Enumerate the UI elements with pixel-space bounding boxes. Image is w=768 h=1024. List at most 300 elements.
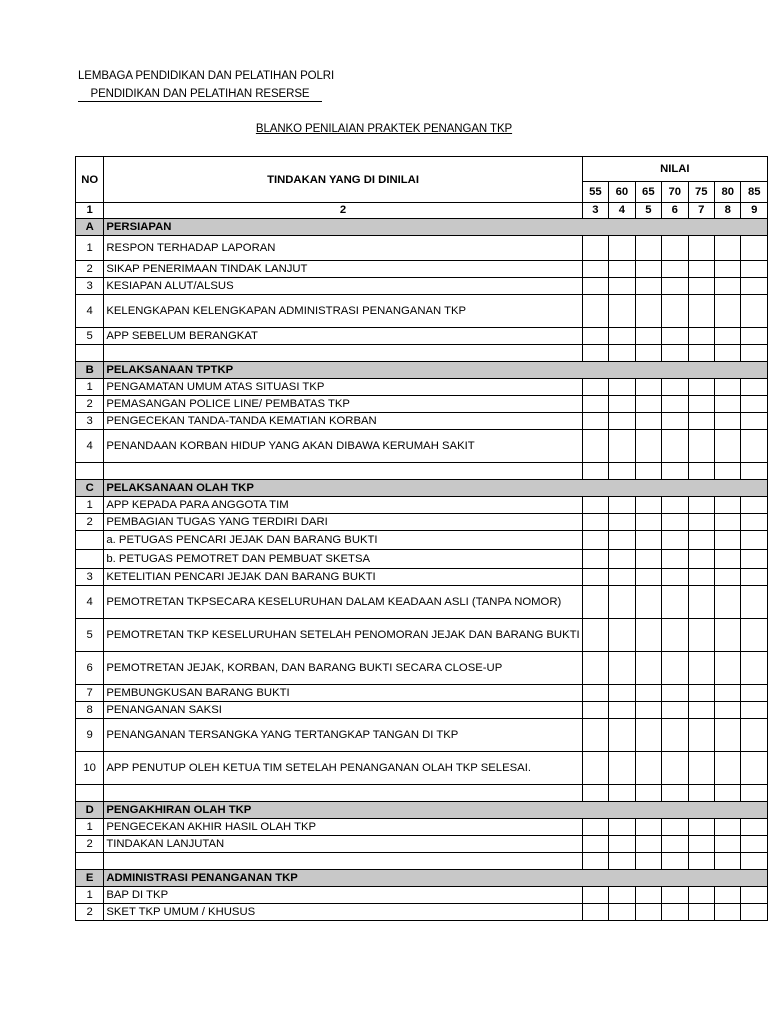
score-cell-65[interactable]: [635, 396, 661, 413]
score-cell-55[interactable]: [582, 619, 608, 652]
criteria-row: [76, 619, 768, 652]
criteria-text: KETELITIAN PENCARI JEJAK DAN BARANG BUKTI: [104, 569, 582, 586]
score-cell-80[interactable]: [715, 413, 741, 430]
score-cell-85[interactable]: [741, 550, 768, 569]
criteria-number: 9: [76, 719, 104, 752]
score-cell-70[interactable]: [662, 836, 688, 853]
score-cell-65[interactable]: [635, 413, 661, 430]
score-header-75: 75: [688, 182, 714, 203]
criteria-text: PEMASANGAN POLICE LINE/ PEMBATAS TKP: [104, 396, 582, 413]
score-cell-75[interactable]: [688, 396, 714, 413]
score-cell-60[interactable]: [609, 836, 635, 853]
score-cell-80[interactable]: [715, 719, 741, 752]
score-cell-70[interactable]: [662, 261, 688, 278]
score-cell-65[interactable]: [635, 752, 661, 785]
score-cell-55[interactable]: [582, 853, 608, 870]
score-cell-55[interactable]: [582, 497, 608, 514]
score-cell-60[interactable]: [609, 719, 635, 752]
score-cell-85[interactable]: [741, 619, 768, 652]
score-cell-55[interactable]: [582, 904, 608, 921]
criteria-text: SIKAP PENERIMAAN TINDAK LANJUT: [104, 261, 582, 278]
section-header-c: [76, 480, 768, 497]
criteria-row: [76, 379, 768, 396]
score-cell-85[interactable]: [741, 413, 768, 430]
column-index-8: 8: [715, 203, 741, 219]
score-cell-80[interactable]: [715, 396, 741, 413]
score-cell-55[interactable]: [582, 295, 608, 328]
score-cell-85[interactable]: [741, 261, 768, 278]
score-cell-75[interactable]: [688, 278, 714, 295]
score-cell-70[interactable]: [662, 752, 688, 785]
score-cell-80[interactable]: [715, 887, 741, 904]
column-index-9: 9: [741, 203, 768, 219]
score-cell-55[interactable]: [582, 569, 608, 586]
score-cell-65[interactable]: [635, 887, 661, 904]
criteria-number: 8: [76, 702, 104, 719]
criteria-text: APP KEPADA PARA ANGGOTA TIM: [104, 497, 582, 514]
score-cell-65[interactable]: [635, 295, 661, 328]
col-header-score: NILAI: [582, 157, 767, 182]
criteria-row: [76, 785, 768, 802]
score-cell-70[interactable]: [662, 430, 688, 463]
criteria-row: [76, 261, 768, 278]
criteria-number: 4: [76, 295, 104, 328]
score-cell-70[interactable]: [662, 719, 688, 752]
criteria-text: BAP DI TKP: [104, 887, 582, 904]
criteria-row: [76, 702, 768, 719]
score-cell-65[interactable]: [635, 345, 661, 362]
score-cell-65[interactable]: [635, 904, 661, 921]
column-index-2: 2: [104, 203, 582, 219]
criteria-text: [104, 785, 582, 802]
section-title: PELAKSANAAN TPTKP: [104, 362, 768, 379]
score-cell-55[interactable]: [582, 531, 608, 550]
score-cell-80[interactable]: [715, 853, 741, 870]
form-title-text: BLANKO PENILAIAN PRAKTEK PENANGAN TKP: [255, 123, 513, 135]
criteria-row: [76, 836, 768, 853]
criteria-row: [76, 752, 768, 785]
score-cell-80[interactable]: [715, 785, 741, 802]
score-cell-75[interactable]: [688, 702, 714, 719]
score-cell-60[interactable]: [609, 785, 635, 802]
criteria-text: KELENGKAPAN KELENGKAPAN ADMINISTRASI PENANGANAN TKP: [104, 295, 582, 328]
score-cell-75[interactable]: [688, 514, 714, 531]
score-cell-75[interactable]: [688, 904, 714, 921]
score-cell-65[interactable]: [635, 853, 661, 870]
score-cell-55[interactable]: [582, 379, 608, 396]
score-header-65: 65: [635, 182, 661, 203]
score-cell-80[interactable]: [715, 685, 741, 702]
criteria-number: [76, 463, 104, 480]
criteria-number: 10: [76, 752, 104, 785]
score-cell-75[interactable]: [688, 295, 714, 328]
criteria-number: 2: [76, 904, 104, 921]
score-cell-55[interactable]: [582, 278, 608, 295]
score-cell-85[interactable]: [741, 904, 768, 921]
criteria-number: 1: [76, 236, 104, 261]
score-cell-55[interactable]: [582, 836, 608, 853]
score-cell-85[interactable]: [741, 586, 768, 619]
score-cell-55[interactable]: [582, 685, 608, 702]
score-cell-65[interactable]: [635, 236, 661, 261]
score-cell-85[interactable]: [741, 652, 768, 685]
score-cell-75[interactable]: [688, 569, 714, 586]
criteria-row: [76, 514, 768, 531]
score-cell-85[interactable]: [741, 463, 768, 480]
score-cell-85[interactable]: [741, 396, 768, 413]
criteria-row: [76, 295, 768, 328]
criteria-text: PENANGANAN TERSANGKA YANG TERTANGKAP TANGAN DI TKP: [104, 719, 582, 752]
col-header-no: NO: [76, 157, 104, 203]
criteria-text: [104, 345, 582, 362]
score-cell-80[interactable]: [715, 531, 741, 550]
score-cell-80[interactable]: [715, 836, 741, 853]
score-cell-80[interactable]: [715, 430, 741, 463]
score-cell-80[interactable]: [715, 752, 741, 785]
score-cell-60[interactable]: [609, 702, 635, 719]
score-cell-70[interactable]: [662, 652, 688, 685]
score-cell-85[interactable]: [741, 785, 768, 802]
score-cell-85[interactable]: [741, 752, 768, 785]
score-cell-80[interactable]: [715, 278, 741, 295]
score-cell-70[interactable]: [662, 497, 688, 514]
score-cell-85[interactable]: [741, 278, 768, 295]
score-cell-75[interactable]: [688, 836, 714, 853]
criteria-number: 5: [76, 619, 104, 652]
score-cell-65[interactable]: [635, 836, 661, 853]
score-cell-65[interactable]: [635, 430, 661, 463]
score-cell-60[interactable]: [609, 904, 635, 921]
score-cell-55[interactable]: [582, 702, 608, 719]
col-header-action: TINDAKAN YANG DI DINILAI: [104, 157, 582, 203]
score-cell-60[interactable]: [609, 261, 635, 278]
score-cell-65[interactable]: [635, 819, 661, 836]
score-cell-60[interactable]: [609, 295, 635, 328]
score-cell-75[interactable]: [688, 379, 714, 396]
criteria-row: [76, 396, 768, 413]
section-title: PENGAKHIRAN OLAH TKP: [104, 802, 768, 819]
score-cell-70[interactable]: [662, 569, 688, 586]
criteria-text: PEMOTRETAN JEJAK, KORBAN, DAN BARANG BUKTI SECARA CLOSE-UP: [104, 652, 582, 685]
score-cell-70[interactable]: [662, 379, 688, 396]
criteria-number: 5: [76, 328, 104, 345]
score-cell-80[interactable]: [715, 702, 741, 719]
score-cell-80[interactable]: [715, 652, 741, 685]
score-cell-55[interactable]: [582, 586, 608, 619]
score-cell-70[interactable]: [662, 887, 688, 904]
score-cell-85[interactable]: [741, 328, 768, 345]
score-cell-80[interactable]: [715, 328, 741, 345]
score-cell-70[interactable]: [662, 413, 688, 430]
section-code: C: [76, 480, 104, 497]
score-cell-80[interactable]: [715, 514, 741, 531]
score-cell-70[interactable]: [662, 550, 688, 569]
score-cell-70[interactable]: [662, 685, 688, 702]
score-cell-60[interactable]: [609, 550, 635, 569]
score-cell-65[interactable]: [635, 514, 661, 531]
header-row-1: [76, 157, 768, 182]
criteria-text: PENGECEKAN TANDA-TANDA KEMATIAN KORBAN: [104, 413, 582, 430]
section-header-e: [76, 870, 768, 887]
score-cell-75[interactable]: [688, 430, 714, 463]
score-header-55: 55: [582, 182, 608, 203]
section-header-d: [76, 802, 768, 819]
criteria-text: PENGAMATAN UMUM ATAS SITUASI TKP: [104, 379, 582, 396]
score-cell-75[interactable]: [688, 619, 714, 652]
score-cell-80[interactable]: [715, 261, 741, 278]
score-cell-65[interactable]: [635, 261, 661, 278]
section-code: D: [76, 802, 104, 819]
score-cell-75[interactable]: [688, 345, 714, 362]
score-cell-55[interactable]: [582, 752, 608, 785]
score-header-85: 85: [741, 182, 768, 203]
score-cell-55[interactable]: [582, 328, 608, 345]
score-cell-55[interactable]: [582, 463, 608, 480]
score-cell-85[interactable]: [741, 719, 768, 752]
score-cell-80[interactable]: [715, 463, 741, 480]
criteria-text: APP PENUTUP OLEH KETUA TIM SETELAH PENANGANAN OLAH TKP SELESAI.: [104, 752, 582, 785]
criteria-row: [76, 550, 768, 569]
score-cell-80[interactable]: [715, 819, 741, 836]
score-cell-65[interactable]: [635, 379, 661, 396]
score-cell-70[interactable]: [662, 702, 688, 719]
score-cell-65[interactable]: [635, 463, 661, 480]
criteria-number: 7: [76, 685, 104, 702]
score-cell-65[interactable]: [635, 685, 661, 702]
score-cell-60[interactable]: [609, 430, 635, 463]
score-cell-80[interactable]: [715, 569, 741, 586]
score-cell-70[interactable]: [662, 236, 688, 261]
score-cell-55[interactable]: [582, 819, 608, 836]
score-cell-65[interactable]: [635, 719, 661, 752]
score-cell-80[interactable]: [715, 904, 741, 921]
column-index-7: 7: [688, 203, 714, 219]
score-cell-85[interactable]: [741, 236, 768, 261]
score-cell-65[interactable]: [635, 619, 661, 652]
score-cell-85[interactable]: [741, 295, 768, 328]
score-cell-65[interactable]: [635, 328, 661, 345]
criteria-number: 2: [76, 261, 104, 278]
score-cell-85[interactable]: [741, 531, 768, 550]
score-cell-80[interactable]: [715, 345, 741, 362]
score-cell-55[interactable]: [582, 652, 608, 685]
score-cell-55[interactable]: [582, 413, 608, 430]
score-cell-65[interactable]: [635, 550, 661, 569]
score-cell-75[interactable]: [688, 550, 714, 569]
score-cell-80[interactable]: [715, 619, 741, 652]
column-index-3: 3: [582, 203, 608, 219]
score-cell-80[interactable]: [715, 379, 741, 396]
score-cell-70[interactable]: [662, 328, 688, 345]
score-cell-60[interactable]: [609, 514, 635, 531]
score-cell-85[interactable]: [741, 702, 768, 719]
score-cell-85[interactable]: [741, 887, 768, 904]
score-cell-70[interactable]: [662, 396, 688, 413]
score-cell-65[interactable]: [635, 569, 661, 586]
score-cell-60[interactable]: [609, 463, 635, 480]
criteria-number: 2: [76, 396, 104, 413]
org-name-line-1: LEMBAGA PENDIDIKAN DAN PELATIHAN POLRI: [78, 70, 335, 82]
score-cell-75[interactable]: [688, 819, 714, 836]
score-cell-75[interactable]: [688, 685, 714, 702]
criteria-number: [76, 345, 104, 362]
score-cell-80[interactable]: [715, 497, 741, 514]
criteria-text: TINDAKAN LANJUTAN: [104, 836, 582, 853]
criteria-row: [76, 345, 768, 362]
score-cell-65[interactable]: [635, 531, 661, 550]
score-cell-80[interactable]: [715, 236, 741, 261]
score-cell-65[interactable]: [635, 785, 661, 802]
score-cell-80[interactable]: [715, 550, 741, 569]
criteria-text: PEMOTRETAN TKP KESELURUHAN SETELAH PENOMORAN JEJAK DAN BARANG BUKTI: [104, 619, 582, 652]
criteria-row: [76, 569, 768, 586]
score-cell-55[interactable]: [582, 550, 608, 569]
score-cell-80[interactable]: [715, 586, 741, 619]
score-cell-65[interactable]: [635, 497, 661, 514]
criteria-text: PENANGANAN SAKSI: [104, 702, 582, 719]
criteria-row: [76, 819, 768, 836]
score-cell-60[interactable]: [609, 396, 635, 413]
org-name-line-2: PENDIDIKAN DAN PELATIHAN RESERSE: [78, 88, 322, 102]
score-cell-70[interactable]: [662, 619, 688, 652]
criteria-number: 2: [76, 836, 104, 853]
score-cell-75[interactable]: [688, 463, 714, 480]
score-cell-60[interactable]: [609, 569, 635, 586]
score-cell-55[interactable]: [582, 345, 608, 362]
score-cell-55[interactable]: [582, 236, 608, 261]
score-cell-55[interactable]: [582, 785, 608, 802]
score-cell-65[interactable]: [635, 702, 661, 719]
score-cell-75[interactable]: [688, 719, 714, 752]
score-cell-55[interactable]: [582, 719, 608, 752]
score-cell-60[interactable]: [609, 413, 635, 430]
score-cell-55[interactable]: [582, 430, 608, 463]
criteria-row: [76, 904, 768, 921]
score-header-70: 70: [662, 182, 688, 203]
criteria-number: 3: [76, 278, 104, 295]
score-cell-55[interactable]: [582, 514, 608, 531]
score-cell-60[interactable]: [609, 345, 635, 362]
score-cell-60[interactable]: [609, 497, 635, 514]
score-cell-70[interactable]: [662, 531, 688, 550]
criteria-number: 1: [76, 497, 104, 514]
score-cell-70[interactable]: [662, 785, 688, 802]
score-cell-70[interactable]: [662, 819, 688, 836]
score-cell-85[interactable]: [741, 853, 768, 870]
criteria-number: 4: [76, 430, 104, 463]
score-cell-75[interactable]: [688, 752, 714, 785]
score-cell-85[interactable]: [741, 379, 768, 396]
score-cell-70[interactable]: [662, 904, 688, 921]
column-index-5: 5: [635, 203, 661, 219]
score-cell-75[interactable]: [688, 853, 714, 870]
score-cell-65[interactable]: [635, 278, 661, 295]
criteria-row: [76, 413, 768, 430]
score-cell-60[interactable]: [609, 887, 635, 904]
score-cell-75[interactable]: [688, 413, 714, 430]
score-cell-70[interactable]: [662, 345, 688, 362]
score-cell-70[interactable]: [662, 853, 688, 870]
score-cell-55[interactable]: [582, 887, 608, 904]
criteria-text: PENGECEKAN AKHIR HASIL OLAH TKP: [104, 819, 582, 836]
score-cell-60[interactable]: [609, 619, 635, 652]
criteria-text: RESPON TERHADAP LAPORAN: [104, 236, 582, 261]
score-cell-70[interactable]: [662, 278, 688, 295]
score-cell-60[interactable]: [609, 531, 635, 550]
score-cell-85[interactable]: [741, 497, 768, 514]
criteria-row: [76, 887, 768, 904]
score-cell-60[interactable]: [609, 652, 635, 685]
score-cell-75[interactable]: [688, 531, 714, 550]
score-cell-75[interactable]: [688, 785, 714, 802]
score-cell-85[interactable]: [741, 685, 768, 702]
score-cell-60[interactable]: [609, 586, 635, 619]
score-cell-70[interactable]: [662, 586, 688, 619]
score-cell-70[interactable]: [662, 295, 688, 328]
criteria-number: [76, 785, 104, 802]
section-title: PELAKSANAAN OLAH TKP: [104, 480, 768, 497]
criteria-number: 3: [76, 569, 104, 586]
criteria-number: [76, 853, 104, 870]
score-cell-60[interactable]: [609, 278, 635, 295]
score-cell-85[interactable]: [741, 345, 768, 362]
score-cell-60[interactable]: [609, 752, 635, 785]
score-cell-60[interactable]: [609, 379, 635, 396]
criteria-text: PENANDAAN KORBAN HIDUP YANG AKAN DIBAWA KERUMAH SAKIT: [104, 430, 582, 463]
criteria-text: PEMOTRETAN TKPSECARA KESELURUHAN DALAM KEADAAN ASLI (TANPA NOMOR): [104, 586, 582, 619]
score-cell-75[interactable]: [688, 236, 714, 261]
score-cell-75[interactable]: [688, 887, 714, 904]
criteria-row: [76, 463, 768, 480]
score-cell-75[interactable]: [688, 328, 714, 345]
form-title: [0, 123, 768, 135]
score-cell-60[interactable]: [609, 819, 635, 836]
score-cell-60[interactable]: [609, 328, 635, 345]
score-header-60: 60: [609, 182, 635, 203]
criteria-text: APP SEBELUM BERANGKAT: [104, 328, 582, 345]
score-cell-70[interactable]: [662, 463, 688, 480]
criteria-row: [76, 531, 768, 550]
criteria-number: 4: [76, 586, 104, 619]
score-cell-65[interactable]: [635, 652, 661, 685]
criteria-text: PEMBUNGKUSAN BARANG BUKTI: [104, 685, 582, 702]
score-cell-85[interactable]: [741, 514, 768, 531]
criteria-row: [76, 430, 768, 463]
score-cell-75[interactable]: [688, 652, 714, 685]
score-cell-55[interactable]: [582, 396, 608, 413]
score-cell-75[interactable]: [688, 261, 714, 278]
score-cell-85[interactable]: [741, 836, 768, 853]
score-cell-80[interactable]: [715, 295, 741, 328]
section-header-b: [76, 362, 768, 379]
score-cell-65[interactable]: [635, 586, 661, 619]
criteria-number: [76, 531, 104, 550]
score-cell-75[interactable]: [688, 586, 714, 619]
section-code: E: [76, 870, 104, 887]
criteria-row: [76, 853, 768, 870]
score-cell-70[interactable]: [662, 514, 688, 531]
criteria-row: [76, 652, 768, 685]
score-cell-85[interactable]: [741, 430, 768, 463]
score-cell-85[interactable]: [741, 819, 768, 836]
section-title: ADMINISTRASI PENANGANAN TKP: [104, 870, 768, 887]
score-cell-60[interactable]: [609, 685, 635, 702]
score-cell-55[interactable]: [582, 261, 608, 278]
score-cell-60[interactable]: [609, 853, 635, 870]
score-cell-60[interactable]: [609, 236, 635, 261]
score-cell-85[interactable]: [741, 569, 768, 586]
score-cell-75[interactable]: [688, 497, 714, 514]
